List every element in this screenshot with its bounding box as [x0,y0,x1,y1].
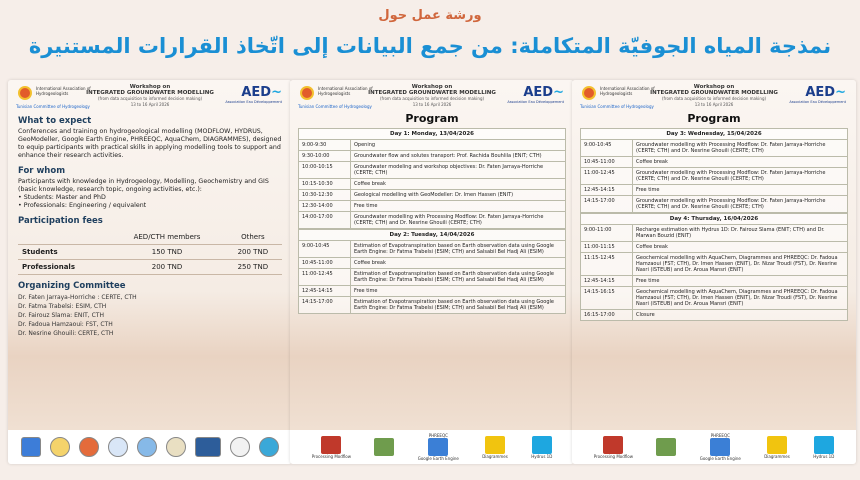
session-time: 9:00-10:45 [299,241,351,257]
session-title: Groundwater modelling with Processing Modflow: Dr. Faten Jarraya-Horriche (CERTE; CTH) and Dr. Nesrine Ghouili (CERTE; CTH) [636,170,826,182]
partner-logo-icon [259,437,279,457]
session-title: Groundwater modelling with Processing Modflow: Dr. Faten Jarraya-Horriche (CERTE; CTH) and Dr. Nesrine Ghouili (CERTE; CTH) [636,198,826,210]
aed-logo-subtitle: Association Eau Développement [225,100,282,104]
list-item: Dr. Fatma Trabelsi: ESIM, CTH [18,303,107,310]
aed-logo-subtitle: Association Eau Développement [507,100,564,104]
info-panel [8,80,292,464]
tool-icon [603,436,623,454]
aed-logo: AED~ [241,85,282,100]
tool-logo [312,436,351,459]
session-time: 14:15-17:00 [299,297,351,313]
committee-name: Tunisian Committee of Hydrogeology [298,104,372,109]
session-time: 11:15-12:45 [581,253,633,275]
banner-subtitle: ورشة عمل حول [378,8,482,23]
schedule-row [298,190,566,201]
panel-header [572,80,856,110]
partner-logo-icon [50,437,70,457]
tool-icon [321,436,341,454]
schedule-row [580,242,848,253]
tool-name: Google Earth Engine [417,456,459,461]
tool-icon [374,438,394,456]
aed-logo: AED~ [805,85,846,100]
session-time: 9:30-10:00 [299,151,351,161]
session-title: Closure [636,312,655,318]
session-title: Free time [636,278,660,284]
aed-logo-subtitle: Association Eau Développement [789,100,846,104]
day-rows [298,140,566,229]
tool-icon [767,436,787,454]
day-rows [580,140,848,213]
tool-icon [656,438,676,456]
day-rows [298,241,566,314]
tool-logos [290,430,574,464]
tool-logo [764,436,790,459]
session-title: Coffee break [636,244,668,250]
list-item: Dr. Fairouz Slama: ENIT, CTH [18,312,104,319]
program-panel-1 [290,80,574,464]
committee-name: Tunisian Committee of Hydrogeology [16,104,90,109]
partner-logos [8,430,292,464]
schedule [580,128,848,321]
session-title: Groundwater modelling with Processing Modflow: Dr. Faten Jarraya-Horriche (CERTE; CTH) and Dr. Nesrine Ghouili (CERTE; CTH) [636,142,826,154]
schedule-row [580,185,848,196]
schedule-row [580,276,848,287]
schedule-row [580,196,848,213]
day-header: Day 4: Thursday, 16/04/2026 [580,213,848,225]
schedule-row [580,310,848,321]
session-time: 10:30-12:30 [299,190,351,200]
partner-logo-icon [166,437,186,457]
banner-title: نمذجة المياه الجوفيّة المتكاملة: من جمع البيانات إلى اتّخاذ القرارات المستنيرة [28,34,832,58]
schedule-row [298,286,566,297]
partner-logo-icon [21,437,41,457]
session-title: Free time [636,187,660,193]
tool-icon [428,438,448,456]
session-title: Estimation of Evapotranspiration based on Earth observation data using Google Earth Engine: Dr Fatma Trabelsi (ESIM; CTH) and Salsabil Bel Hadj Ali (ESIM) [354,243,554,255]
tool-icon [532,436,552,454]
session-title: Coffee break [354,181,386,187]
tool-name: Diagrammes [764,453,790,459]
day-header: Day 2: Tuesday, 14/04/2026 [298,229,566,241]
schedule-row [580,253,848,276]
session-time: 12:30-14:00 [299,201,351,211]
session-time: 10:00-10:15 [299,162,351,178]
workshop-title: Workshop on INTEGRATED GROUNDWATER MODELLING (from data acquisition to informed decision making) 13 to 16 April 2026 [86,84,214,107]
expect-heading: What to expect [18,116,92,126]
partner-logo-icon [195,437,221,457]
tool-name: Hydrus 1D [813,453,835,459]
session-time: 9:00-9:30 [299,140,351,150]
fees-heading: Participation fees [18,216,103,226]
session-title: Coffee break [636,159,668,165]
schedule-row [298,201,566,212]
tool-name: Google Earth Engine [699,456,741,461]
fees-table [18,230,282,275]
tool-logo [531,436,552,459]
day-header: Day 1: Monday, 13/04/2026 [298,128,566,140]
partner-logo-icon [137,437,157,457]
org-name: International Association of Hydrogeologists [318,86,373,96]
session-time: 14:15-16:15 [581,287,633,309]
expect-text: Conferences and training on hydrogeological modelling (MODFLOW, HYDRUS, GeoModeller, Google Earth Engine, PHREEQC, AquaChem, DIAGRAMMES), designed to equip participants with practical skills in applying modelling tools to support and enhance their research activities. [18,128,282,159]
partner-logo-icon [79,437,99,457]
tool-caption: PHREEQC [710,433,730,438]
partner-logo-icon [230,437,250,457]
list-item: Dr. Fadoua Hamzaoui: FST, CTH [18,321,113,328]
session-title: Estimation of Evapotranspiration based on Earth observation data using Google Earth Engine: Dr Fatma Trabelsi (ESIM; CTH) and Salsabil Bel Hadj Ali (ESIM) [354,271,554,283]
panel-header [8,80,292,110]
session-title: Geological modelling with GeoModeller: Dr. Imen Hassen (ENIT) [354,192,514,198]
session-time: 11:00-12:45 [299,269,351,285]
tool-logo [813,436,834,459]
day-header: Day 3: Wednesday, 15/04/2026 [580,128,848,140]
whom-heading: For whom [18,166,66,176]
schedule-row [580,225,848,242]
session-title: Free time [354,288,378,294]
tool-caption: PHREEQC [428,433,448,438]
schedule-row [580,287,848,310]
whom-list [8,194,292,210]
tool-name: Processing Modflow [593,453,633,459]
program-title: Program [405,112,459,125]
list-item: Dr. Nesrine Ghouili: CERTE, CTH [18,330,114,337]
session-title: Geochemical modelling with AquaChem, Diagrammes and PHREEQC: Dr. Fadoua Hamzaoui (FST; CTH), Dr. Imen Hassen (ENIT), Dr. Nizar Troudi (FST), Dr. Nesrine Nasri (ISTEUB) and Dr. Aroua Mansri (ENIT) [636,255,838,273]
org-name: International Association of Hydrogeologists [600,86,655,96]
schedule-row [298,212,566,229]
session-time: 12:45-14:15 [299,286,351,296]
session-time: 14:15-17:00 [581,196,633,212]
schedule-row [298,269,566,286]
session-time: 14:00-17:00 [299,212,351,228]
schedule-row [298,297,566,314]
day-rows [580,225,848,321]
workshop-title: Workshop on INTEGRATED GROUNDWATER MODELLING (from data acquisition to informed decision making) 13 to 16 April 2026 [368,84,496,107]
session-title: Groundwater flow and solutes transport: Prof. Rachida Bouhlila (ENIT; CTH) [354,153,542,159]
aed-logo: AED~ [523,85,564,100]
session-title: Opening [354,142,376,148]
committee-heading: Organizing Committee [18,281,126,291]
schedule-row [298,241,566,258]
list-item: • Professionals: Engineering / equivalent [18,202,147,209]
tool-name: Hydrus 1D [531,453,553,459]
session-time: 16:15-17:00 [581,310,633,320]
partner-logo-icon [108,437,128,457]
tool-logo [656,438,676,456]
schedule-row [580,140,848,157]
schedule-row [298,258,566,269]
tool-logo [700,433,741,461]
panel-header [290,80,574,110]
session-time: 9:00-10:45 [581,140,633,156]
program-title: Program [687,112,741,125]
session-title: Coffee break [354,260,386,266]
session-title: Geochemical modelling with AquaChem, Diagrammes and PHREEQC: Dr. Fadoua Hamzaoui (FST; CTH), Dr. Imen Hassen (ENIT), Dr. Nizar Troudi (FST), Dr. Nesrine Nasri (ISTEUB) and Dr. Aroua Mansri (ENIT) [636,289,838,307]
session-time: 10:45-11:00 [299,258,351,268]
committee-list [8,293,292,338]
table-row: AED/CTH members Others [18,230,282,245]
list-item: Dr. Faten Jarraya-Horriche : CERTE, CTH [18,294,137,301]
session-title: Estimation of Evapotranspiration based on Earth observation data using Google Earth Engine: Dr Fatma Trabelsi (ESIM; CTH) and Salsabil Bel Hadj Ali (ESIM) [354,299,554,311]
tool-logo [418,433,459,461]
tool-icon [710,438,730,456]
session-time: 11:00-12:45 [581,168,633,184]
tool-name: Diagrammes [482,453,508,459]
org-name: International Association of Hydrogeologists [36,86,91,96]
list-item: • Students: Master and PhD [18,194,106,201]
session-time: 12:45-14:15 [581,276,633,286]
tool-logos [572,430,856,464]
schedule-row [298,140,566,151]
schedule-row [298,151,566,162]
program-panel-2 [572,80,856,464]
session-title: Free time [354,203,378,209]
schedule-row [298,162,566,179]
tool-logo [482,436,508,459]
session-title: Groundwater modelling with Processing Modflow: Dr. Faten Jarraya-Horriche (CERTE; CTH) and Dr. Nesrine Ghouili (CERTE; CTH) [354,214,544,226]
session-time: 10:15-10:30 [299,179,351,189]
session-time: 10:45-11:00 [581,157,633,167]
schedule-row [580,157,848,168]
tool-logo [594,436,633,459]
session-title: Groundwater modeling and workshop objectives: Dr. Faten Jarraya-Horriche (CERTE; CTH) [354,164,544,176]
session-time: 11:00-11:15 [581,242,633,252]
committee-name: Tunisian Committee of Hydrogeology [580,104,654,109]
schedule-row [298,179,566,190]
whom-text: Participants with knowledge in Hydrogeology, Modelling, Geochemistry and GIS (basic knowledge, research topic, ongoing activities, etc.): [18,178,269,193]
tool-icon [485,436,505,454]
workshop-title: Workshop on INTEGRATED GROUNDWATER MODELLING (from data acquisition to informed decision making) 13 to 16 April 2026 [650,84,778,107]
table-row: Professionals 200 TND 250 TND [18,260,282,275]
tool-logo [374,438,394,456]
session-time: 9:00-11:00 [581,225,633,241]
schedule-row [580,168,848,185]
tool-name: Processing Modflow [311,453,351,459]
session-time: 12:45-14:15 [581,185,633,195]
session-title: Recharge estimation with Hydrus 1D: Dr. Fairouz Slama (ENIT; CTH) and Dr. Marwan Bouzid (ENIT) [636,227,825,239]
table-row: Students 150 TND 200 TND [18,245,282,260]
schedule [298,128,566,314]
tool-icon [814,436,834,454]
